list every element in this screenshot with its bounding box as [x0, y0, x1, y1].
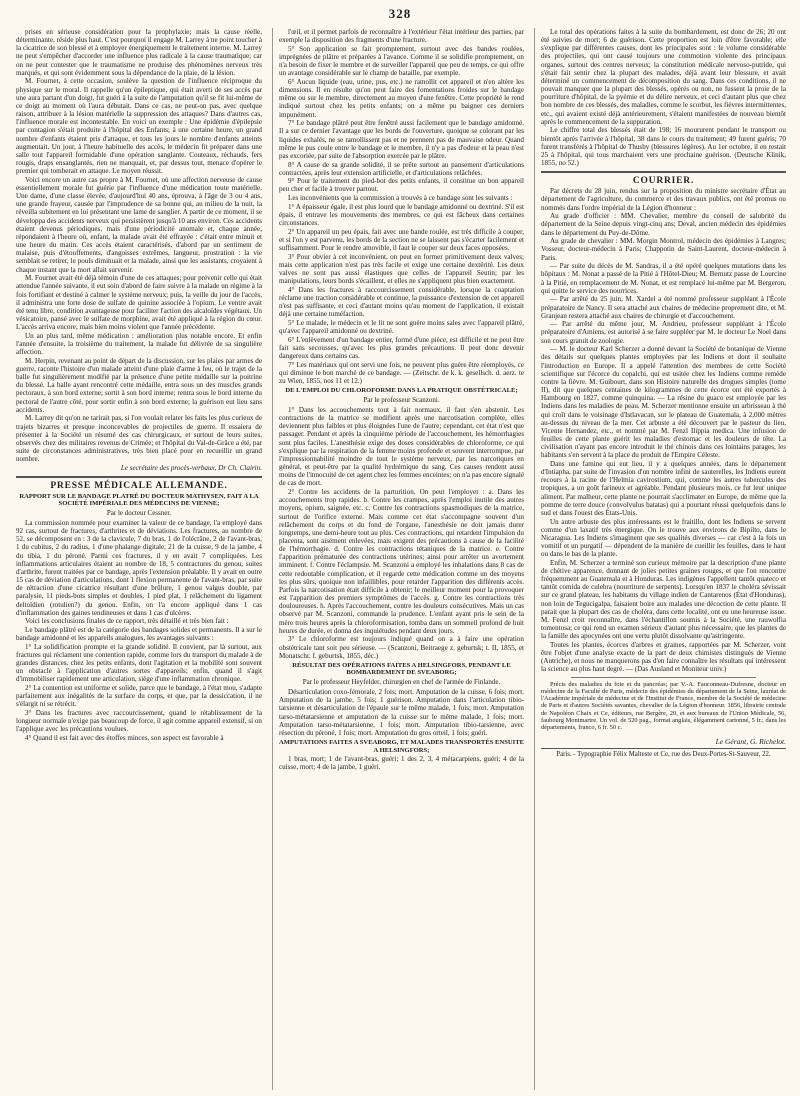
col3-paragraphs [541, 28, 786, 167]
advertisement: Précis des maladies du foie et du pancréas; par V.-A. Fauconneau-Dufresne, docteur en médecine de la Faculté de Paris, médecin des épidémies du département de la Seine, lauréat de l'Académie impériale de médecine et de l'Institut de France, membre de la Société de médecine de Paris et d'autres Sociétés savantes, chevalier de la Légion d'honneur. 1856, librairie centrale de Napoléon Chaix et Ce, éditeurs, rue Bergère, 20, et aux bureaux de l'Union Médicale, 56, faubourg Montmartre. Un vol. de 520 pag., format anglais, élégamment cartonné, 5 fr.; dans les départements, franco, 6 fr. 50 c. [540, 680, 786, 732]
paragraph: 3° Dans les fractures avec raccourcissement, quand le rétablissement de la longueur normale n'exige pas beaucoup de force, il agit comme appareil extensif, si on l'applique avec les précautions voulues. [16, 709, 262, 734]
section-title-courrier: COURRIER. [541, 171, 786, 185]
paragraph: — Par arrêté du 25 juin, M. Xardel a été nommé professeur suppléant à l'École préparatoire de Nancy. Il sera attaché aux chaires de médecine proprement dite, et M. Granjean restera attaché aux chaires de chirurgie et d'accouchement. [540, 295, 786, 320]
secretary-signature: Le secrétaire des procès-verbaux, Dr Ch. Clairin. [120, 464, 262, 473]
column-1 [16, 28, 262, 1090]
gerant-signature: Le Gérant, G. Richelot. [715, 736, 786, 746]
paragraph: Voici encore un autre cas propre à M. Fournet, où une affection nerveuse de cause essentiellement morale fut guérie par l'influence d'une médication toute matérielle. Une dame, d'une classe élevée, d'aujourd'hui 40 ans, éprouva, à l'âge de 3 ou 4 ans, une grande frayeur, causée par l'imprudence de sa bonne qui, au milieu de la nuit, la réveilla subitement en lui présentant une lame de sanglier. A partir de ce moment, il se développa des accidents nerveux qui persistèrent jusqu'à 10 ans environ. Ces accidents étaient devenus périodiques, mais d'une périodicité anomale et, chaque année, répondaient à l'heure où, enfant, la malade avait été effrayée : c'était entre minuit et une heure du matin. Ces accès étaient caractérisés, d'abord par un sentiment de malaise, puis d'étouffements, d'angoisses extrêmes, langueur, prostration : la vie semblait se retirer, le pouls diminuait et la malade, ainsi que les assistants, croyaient à chaque instant que la mort allait survenir. [16, 175, 262, 274]
paragraph: La commission nommée pour examiner la valeur de ce bandage, l'a employé dans 92 cas, surtout de fractures, d'arthrites et de déviations. Les fractures, au nombre de 52, se décomposent en : 3 de la clavicule, 7 du bras, 1 de l'olécrâne, 2 de l'avant-bras, 1 du cubitus, 2 du radius, 1 d'une phalange digitale, 21 de la cuisse, 9 de la jambe, 4 du tibia, 1 du péroné. Parmi ces fractures, il y en avait 7 compliquées. Les inflammations articulaires étaient au nombre de 18, 5 contractures du genou, suites d'arthrite, furent traitées par ce bandage, après l'extension préalable. Il y avait en outre 15 cas de déviation d'articulations, dont 1 flexion permanente de l'avant-bras, par suite de rétraction d'une cicatrice résultant d'une brûlure, 1 genou valgus double, par paralysie, 11 pieds-bots simples et doubles, 1 pied plat, 1 relâchement du ligament deltoïdien (rotulien?) du genou. Enfin, on l'a encore appliqué dans 1 cas d'inflammation des gaines tendineuses et dans 1 cas d'ulcères. [16, 518, 262, 617]
paragraph: — M. le docteur Karl Scherzer a donné devant la Société de botanique de Vienne des détails sur quelques plantes employées par les Indiens et dont il souhaite l'introduction en Europe. Il a appelé l'attention des membres de cette Société scientifique sur l'écorce du copalchi, qui est usitée chez les Indiens comme remède contre la fièvre. M. Guibourt, dans son Histoire naturelle des drogues simples (tome II), dit que quelques centaines de kilogrammes de cette écorce ont été exportés à Hambourg en 1827, comme quinquina. — La résine du guaco est employée par les Indiens dans les maladies de peau. M. Scherzer mentionne ensuite un arbrisseau à thé qui croît dans le voisinage d'Istlavacan, sur le plateau de Guatemala, à 2,000 mètres au-dessus du niveau de la mer. Cet arbuste a été découvert par le pasteur du lieu, Vicente Hernandez, etc., et nommé par M. Fenzl Ilippia medica. Une infusion de feuilles de cette plante guérit les maladies d'estomac et les douleurs de tête. La civilisation n'ayant pas encore introduit le thé chinois dans ces lointains parages, les habitants s'en servent à la place du produit de l'Empire Céleste. [540, 345, 786, 460]
chloroform-byline: Par le professeur Scanzoni. [363, 395, 440, 404]
paragraph: l'œil, et il permet parfois de reconnaître à l'extérieur l'état intérieur des parties, par exemple la disposition des fragments d'une fracture. [278, 28, 524, 45]
paragraph: M. Larrey dit qu'on ne tarirait pas, si l'on voulait relater les faits les plus curieux de trajets bizarres et presque inconcevables de projectiles de guerre. Il essaiera de présenter à la Société un résumé des cas chirurgicaux, et surtout de leurs suites, observés chez des militaires revenus de Crimée; et l'hôpital du Val-de-Grâce a été, par suite de circonstances administratives, très bien placé pour en recueillir un grand nombre. [16, 414, 262, 464]
paragraph: M. Fournet avait été déjà témoin d'une de ces attaques; pour prévenir celle qui était attendue l'année suivante, il eut soin d'abord de faire suivre à la malade un régime à la fois fortifiant et destiné à calmer le système nerveux; puis, la veille du jour de l'accès, il administra une forte dose de sulfate de quinine associée à l'opium. Le ventre avait été tenu libre, condition avantageuse pour faciliter l'action des alcaloïdes végétaux. Un vésicatoire, pansé avec le sulfate de morphine, avait été appliqué à la région du cœur. L'accès arriva encore, mais bien moins violent que l'année précédente. [16, 274, 262, 332]
paragraph: 4° Quand il est fait avec des étoffes minces, son aspect est favorable à [25, 734, 224, 742]
paragraph: Le bandage plâtré est de la catégorie des bandages solides et permanents. Il a sur le bandage amidonné et les appareils analogues, les avantages suivants : [16, 625, 262, 643]
paragraph: 3° Pour obvier à cet inconvénient, on peut en former primitivement deux valves; mais cette application n'est pas très facile et exige une certaine dextérité. Les deux valves ne sont pas aussi élastiques que celles de l'appareil Seutin; par les manipulations, leurs bords s'écaillent, et elles ne s'appliquent plus bien exactement. [278, 252, 524, 286]
helsingfors-title: RÉSULTAT DES OPÉRATIONS FAITES A HELSINGFORS, PENDANT LE BOMBARDEMENT DE SVEABORG; [292, 661, 511, 677]
paragraph: 5° Son application se fait promptement, surtout avec des bandes roulées, imprégnées de plâtre et préparées à l'avance. Comme il se solidifie promptement, on n'a besoin de fixer le membre et de surveiller l'appareil que peu de temps, ce qui offre un avantage considérable sur le champ de bataille, par exemple. [278, 44, 524, 78]
report-paragraphs [16, 519, 262, 742]
paragraph: 2° Contre les accidents de la parturition. On peut l'employer : a. Dans les accouchements trop rapides. b. Contre les crampes, après l'emploi inutile des autres moyens, opium, saignée, etc. c. Contre les contractions spasmodiques de la matrice, surtout de l'orifice externe. Mais comme cet état s'accompagne souvent d'un relâchement du corps et du fond de l'organe, l'anesthésie ne doit jamais durer longtemps, une demi-heure tout au plus. Ces contractions, qui retardent l'impulsion du placenta, sont aisément enlevées, mais exigent des précautions à cause de la facilité de l'hémorrhagie. d. Contre les contractions tétaniques de la matrice. e. Contre l'apparition prématurée des contractions utérines; ainsi pour arrêter un avortement imminent. f. Contre l'éclampsie. M. Scanzoni a employé les inhalations dans 8 cas de cette redoutable complication, et il regarde cette médication comme un des moyens les plus sûrs, quoique non infaillibles, pour retarder l'apparition des différents accès. Parfois la narcotisation était difficile à obtenir; le meilleur moment pour la provoquer est l'apparition des premiers symptômes de l'accès. g. Contre les contractions très douloureuses. h. Après l'accouchement, contre les douleurs consécutives. Mais un cas observé par M. Scanzoni, commande la prudence. L'enfant ayant pris le sein de la mère trois heures après la chloroformisation, tomba dans un sommeil profond de huit heures de durée, et donna des inquiétudes pendant deux jours. [278, 488, 524, 635]
paragraph: 6° Aucun liquide (eau, urine, pus, etc.) ne ramollit cet appareil et n'en altère les dimensions. Il en résulte qu'on peut faire des fomentations froides sur le bandage même ou sur le membre, directement au moyen d'une fenêtre. Cette propriété le rend indiqué surtout chez les petits enfants; on a même pu baigner ces derniers impunément. [278, 77, 524, 119]
paragraph: M. Herpin, revenant au point de départ de la discussion, sur les plaies par armes de guerre, raconte l'histoire d'un malade atteint d'une plaie d'arme à feu, où le trajet de la balle fut singulièrement modifié par la présence d'une petite médaille sur la poitrine du blessé. La balle ayant rencontré cette médaille, entra sous un des muscles grands pectoraux, à son bord externe; sortit à son bord interne; rentra sous le bord interne du pectoral de l'autre côté, pour sortir enfin à son bord externe; la guérison eut lieu sans accidents. [16, 356, 262, 414]
helsingfors-paragraphs [279, 688, 524, 737]
paragraph: Désarticulation coxo-fémorale, 2 fois; mort. Amputation de la cuisse, 6 fois; mort. Amputation de la jambe, 5 fois; 1 guérison. Amputation dans l'articulation tibio-tarsienne et désarticulation de l'épaule sur le même malade, 1 fois; mort. Amputation tarso-métatarsienne et amputation de la cuisse sur le même malade, 1 fois; mort. Amputation tarso-métatarsienne, 1 fois; mort. Amputation tibio-tarsienne, avec résection du péroné, 1 fois; mort. Amputation du gros orteil, 1 fois; guéri. [278, 688, 524, 737]
paragraph: Un autre arbuste des plus intéressants est le fraitillo, dont les Indiens se servent comme d'un laxatif très énergique. On le trouve aux environs de Bipilto, dans le Nicaragua. Les Indiens s'imaginent que ses qualités diverses — car c'est à la fois un vomitif et un purgatif — dépendent de la manière de cueillir les feuilles, dans le haut ou dans le bas de la plante. [540, 517, 786, 559]
paragraph: 2° La contention est uniforme et solide, parce que le bandage, à l'état mou, s'adapte parfaitement aux inégalités de la surface du corps, et que, par la dessiccation, il ne s'élargit ni se rétrécit. [16, 684, 262, 709]
paragraph: 6° L'enlèvement d'un bandage entier, formé d'une pièce, est difficile et ne peut être fait sans secousses, qu'avec les plus grandes précautions. Il peut donc devenir dangereux dans certains cas. [278, 335, 524, 361]
paragraph: Les inconvénients que la commission a trouvés à ce bandage sont les suivants : [287, 194, 513, 203]
paragraph: Le total des opérations faites à la suite du bombardement, est donc de 26; 20 ont été suivies de mort; 6 de guérison. Cette proportion est loin d'être favorable; elle s'explique par différentes causes, dont les principales sont : le volume considérable des projectiles, qui ont causé toujours une commotion violente des principaux organes, surtout des centres nerveux; la constitution médicale nervoso-putride, qui s'était fait sentir chez la plupart des malades, déjà avant leur blessure, et avait déterminé un commencement de décomposition du sang. Dans ces conditions, il ne pouvait manquer que la plupart des blessés, opérés ou non, ne fussent la proie de la pourriture d'hôpital, de la pyémie et du délire nerveux, et ceci d'autant plus que chez bon nombre de ces blessés, des maladies, comme le scorbut, les fièvres intermittentes, etc., qui avaient existé déjà antérieurement, s'étaient manifestées de nouveau bientôt après le commencement de la suppuration. [540, 28, 786, 126]
paragraph: 3° Le chloroforme est toujours indiqué quand on a à faire une opération obstétricale tant soit peu sérieuse. — (Scanzoni, Beitraege z. geburtsk; t. II, 1855, et Monatschr. f. geburtsk, 1855, déc.) [278, 635, 524, 660]
column-3 [534, 28, 786, 1090]
paragraph: Un an plus tard, même médication : amélioration plus notable encore. Et enfin l'année d'ensuite, la troisième du traitement, la malade fut délivrée de sa singulière affection. [16, 331, 262, 357]
divider [571, 677, 756, 678]
paragraph: Par décrets du 28 juin, rendus sur la proposition du ministre secrétaire d'État au département de l'agriculture, du commerce et des travaux publics, ont été promus ou nommés dans l'ordre impérial de la Légion d'honneur : [540, 187, 786, 212]
paragraph: prises en sérieuse considération pour la prophylaxie; mais la cause réelle, déterminante, réside plus haut. C'est pourquoi il engage M. Larrey à ne point toucher à la cicatrice de son blessé et à employer énergiquement le traitement interne. M. Larrey ne peut s'empêcher d'accorder une influence plus radicale à la cause traumatique; car on ne peut contester que le traumatisme ne produise des phénomènes nerveux très marqués, et qui sont évidemment sous la dépendance de la plaie, de la lésion. [16, 28, 262, 77]
column-2 [272, 28, 524, 1090]
report-title: RAPPORT SUR LE BANDAGE PLATRÉ DU DOCTEUR MATHYSEN, FAIT A LA SOCIÉTÉ IMPÉRIALE DES MÉDECINS DE VIENNE; [19, 492, 259, 508]
paragraph: Dans une famine qui eut lieu, il y a quelques années, dans le département d'Intiapha, par suite de l'invasion d'un nombre infini de sauterelles, les Indiens eurent recours à la racine de l'Helmia cavirostium, qui, comme les autres tubercules des tropiques, a un goût farineux et agréable. Pendant plusieurs mois, ce fut leur unique aliment. Par malheur, cette plante ne pourrait s'acclimater en Europe, de même que la pomme de terre douce (convolvulus batatas) qui a pourtant réussi quelquefois dans le sud et dans l'ouest des États-Unis. [540, 459, 786, 517]
paragraph: 1° Dans les accouchements tout à fait normaux, il faut s'en abstenir. Les contractions de la matrice se modifient après une narcotisation complète, elles deviennent plus faibles et plus éloignées l'une de l'autre; cependant, cet état n'est que passager. Pendant et après la cinquième période de l'accouchement, les hémorrhagies sont plus faciles. L'anesthésie exige des doses considérables de chloroforme, ce qui s'explique par la respiration de la femme moins profonde et souvent interrompue, par l'impressionnabilité moindre de tout le système nerveux, par les narcotiques en général, et peut-être par la qualité hydrémique du sang. Ces causes rendent aussi moins de l'innocuité de cet agent chez les femmes enceintes; on n'a pas encore signalé de cas de mort. [278, 405, 524, 488]
printer-line: Paris. - Typographie Félix Malteste et Ce, rue des Deux-Portes-St-Sauveur, 22. [541, 748, 786, 759]
paragraph: Le chiffre total des blessés était de 198; 16 moururent pendant le transport ou bientôt après l'arrivée à l'hôpital, 38 dans le cours du traitement; 49 furent guéris; 70 furent transférés à l'hôpital de Thusby (blessures légères). Au 1er octobre, il en restait 25 à l'hôpital, qui tous marchaient vers une prochaine guérison. (Deutsche Klinik, 1855, no 52.) [540, 126, 786, 167]
paragraph: 4° Dans les fractures à raccourcissement considérable, lorsque la coaptation réclame une traction considérable et continue, la puissance d'extension de cet appareil n'est pas suffisante, et ceci d'autant moins qu'au moment de l'application, il existait déjà une certaine tuméfaction. [278, 285, 524, 319]
paragraph: 1° A épaisseur égale, il est plus lourd que le bandage amidonné ou dextriné. S'il est épais, il entrave les mouvements des membres, ce qui est fâcheux dans certaines circonstances. [278, 202, 524, 228]
report-byline: Par le docteur Cessner. [106, 508, 172, 517]
paragraph: 7° Les matériaux qui ont servi une fois, ne peuvent plus guère être réemployés, ce qui diminue le bon marché de ce bandage. — (Zeitschr. de k. k. gesellsch. d. aerz. te zu Wien, 1855, nos 11 et 12.) [278, 360, 524, 386]
col1-paragraphs [16, 28, 262, 463]
paragraph: 8° A cause de sa grande solidité, il se prête surtout au pansement d'articulations contractées, après leur extension artificielle, et d'articulations relâchées. [278, 160, 524, 177]
paragraph: 5° Le malade, le médecin et le lit ne sont guère moins sales avec l'appareil plâtré, qu'avec l'appareil amidonné ou dextriné. [278, 318, 524, 336]
paragraph: Au grade de chevalier : MM. Morgin Montrol, médecin des épidémies à Langres; Vosseur, docteur-médecin à Paris; Chappotin de Saint-Laurent, docteur-médecin à Paris. [540, 237, 786, 262]
courrier-paragraphs [541, 187, 786, 673]
page-number: 328 [388, 6, 412, 21]
paragraph: 1 bras, mort; 1 de l'avant-bras, guéri; 1 des 2, 3, 4 métacarpiens, guéri; 4 de la cuisse, mort; 4 de la jambe, 1 guéri. [278, 755, 524, 772]
paragraph: 9° Pour le traitement du pied-bot des petits enfants, il constitue un bon appareil peu cher et facile à trouver partout. [278, 177, 524, 194]
paragraph: Voici les conclusions finales de ce rapport, très détaillé et très bien fait : [25, 617, 229, 626]
chloroform-paragraphs [279, 406, 524, 660]
paragraph: Toutes les plantes, écorces d'arbres et graines, rapportées par M. Scherzer, vont être l'objet d'une analyse exacte de la part de deux chimistes distingués de Vienne (Autriche), et nous ne manquerons pas d'en faire connaître les résultats qui intéressent la science au plus haut degré. — (Das Ausland et Moniteur univ.) [540, 640, 786, 674]
columns [16, 28, 786, 1090]
paragraph: 7° Le bandage plâtré peut être fenêtré aussi facilement que le bandage amidonné. Il a sur ce dernier l'avantage que les bords de l'ouverture, quoique se colorant par les liquides exhalés, ne se ramollissent pas et ne prennent pas de mauvaise odeur. Quand même le pus coule entre le bandage et le membre, il n'y a pas d'odeur et la peau n'est pas excoriée, par suite de l'absorption exercée par le plâtre. [278, 119, 524, 160]
paragraph: Au grade d'officier : MM. Chevalier, membre du conseil de salubrité du département de la Seine depuis vingt-cinq ans; Deval, ancien médecin des épidémies dans le département du Puy-de-Dôme. [540, 212, 786, 237]
chloroform-title: DE L'EMPLOI DU CHLOROFORME DANS LA PRATIQUE OBSTÉTRICALE; [285, 387, 518, 395]
paragraph: M. Fournet, à cette occasion, soulève la question de l'influence réciproque du physique sur le moral. Il rappelle qu'un épileptique, qui était averti de ses accès par une aura partant d'un doigt, fut guéri à la suite de l'amputation qu'il se fit lui-même de ce doigt au moment où l'aura débutait. Dans ce cas, ne peut-on pas, avec quelque raison, attribuer à la lésion matérielle la suppression des attaques? Dans d'autres cas, l'influence morale est incontestable. En voici un exemple : Une épidémie d'épilepsie par contagion s'était produite à l'hôpital des Enfants; à une certaine heure, un grand nombre d'enfants étaient pris d'attaque, et tous les jours le nombre d'enfants atteints augmentait. Un jour, à l'heure habituelle des accès, le médecin fit préparer dans une salle tout l'appareil formidable d'une opération sanglante. Couteaux, réchauds, fers rougis, draps ensanglantés, rien ne manquait, et, par dessus tout, menace d'opérer le premier qui tomberait en attaque. Le moyen réussit. [16, 77, 262, 176]
helsingfors-byline: Par le professeur Heyfelder, chirurgien en chef de l'armée de Finlande. [302, 678, 501, 686]
paragraph: 1° La solidification prompte et la grande solidité. Il convient, par là surtout, aux fractures qui réclament une contention rapide, comme lors du transport du malade à de grandes distances, chez les petits enfants, dont l'agitation et la mobilité sont souvent un obstacle à l'application d'autres sortes d'appareils; enfin, quand il s'agit d'immobiliser rapidement une articulation, siège d'une inflammation chronique. [16, 642, 262, 684]
section-title-presse: PRESSE MÉDICALE ALLEMANDE. [16, 476, 262, 490]
paragraph: 2° Un appareil un peu épais, fait avec une bande roulée, est très difficile à couper, et si l'on y est parvenu, les bords de la section ne se laissent pas s'écarter facilement et suffisamment. Pour le rendre amovible, il faut le couper sur deux faces opposées. [278, 227, 524, 253]
sveaborg-paragraphs [279, 755, 524, 771]
sveaborg-title: AMPUTATIONS FAITES A SVEABORG, ET MALADES TRANSPORTÉS ENSUITE A HELSINGFORS; [278, 739, 524, 754]
paragraph: Enfin, M. Scherzer a terminé son curieux mémoire par la description d'une plante de chétive apparence, donnant de jolies petites graines rouges, et que l'on rencontre fréquemment au Guatemala et à Honduras. Les indigènes l'appellent tantôt quateco et tantôt comida de culebra (nourriture de serpents). Lorsqu'en 1837 le choléra sévissait sur ce grand plateau, les habitants du village indien de Cantarenos (État d'Honduras), non loin de Tegucigalpa, faisaient boire aux malades une décoction de cette plante. Il parait que la plupart des cas de choléra, dans cette localité, ont eu une heureuse issue. M. Fenzl croit reconnaître, dans l'échantillon soumis à la Société, une rauwolfia tomentosa; ce qui rend un examen sérieux d'autant plus nécessaire, que les plantes de la famille des apocynées ont une vertu plutôt dissolvante qu'astringente. [540, 558, 786, 641]
paragraph: — Par suite du décès de M. Sandras, il a été opéré quelques mutations dans les hôpitaux : M. Nonat a passé de la Pitié à l'Hôtel-Dieu; M. Bernutz passe de Lourcine à la Pitié, en remplacement de M. Nonat, et est remplacé lui-même par M. Bergeron, qui quitte le service des nourrices. [540, 262, 786, 295]
paragraph: — Par arrêté du même jour, M. Andrieu, professeur suppléant à l'École préparatoire d'Amiens, est autorisé à se faire suppléer par M. le docteur Le Noel dans son cours gratuit de zoologie. [540, 320, 786, 345]
col2-paragraphs [279, 28, 524, 385]
